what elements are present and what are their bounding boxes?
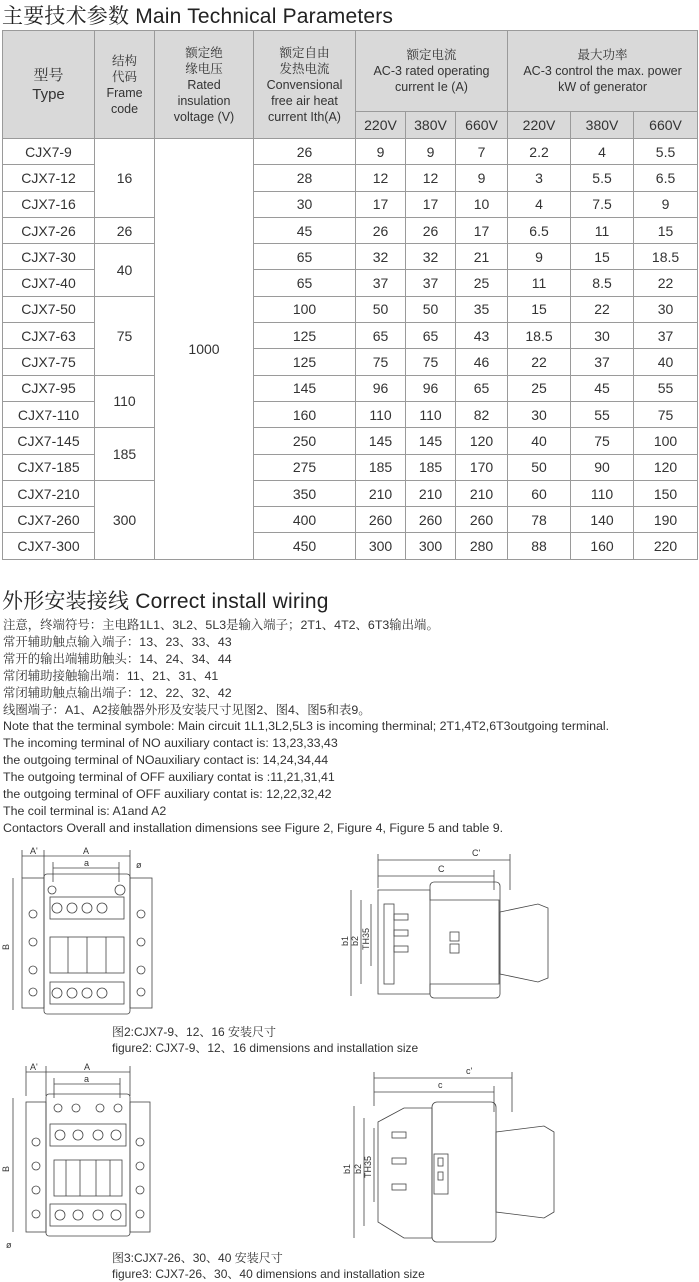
cell-type: CJX7-185 — [3, 454, 95, 480]
dim-A: A — [84, 1062, 91, 1072]
cell-power-380v: 5.5 — [571, 165, 634, 191]
cell-ie-660v: 35 — [456, 296, 508, 322]
header-power-660v: 660V — [634, 112, 698, 139]
figure2-caption-en: figure2: CJX7-9、12、16 dimensions and installation size — [112, 1041, 419, 1055]
cell-heat-current: 160 — [254, 401, 356, 427]
table-row — [3, 428, 698, 454]
cell-heat-current: 125 — [254, 323, 356, 349]
cell-power-220v: 78 — [508, 507, 571, 533]
header-max-power: 最大功率 AC-3 control the max. power kW of generator — [508, 31, 698, 112]
figure2-front-view — [0, 842, 165, 1024]
cell-ie-380v: 75 — [406, 349, 456, 375]
note-line: 常开辅助触点输入端子：13、23、33、43 — [3, 634, 232, 649]
dim-c: c — [438, 1080, 443, 1090]
cell-power-220v: 3 — [508, 165, 571, 191]
cell-power-660v: 9 — [634, 191, 698, 217]
cell-heat-current: 28 — [254, 165, 356, 191]
dim-b1: b1 — [342, 1163, 352, 1174]
note-line: 常闭辅助接触输出端：11、21、31、41 — [3, 668, 219, 683]
cell-ie-220v: 26 — [356, 217, 406, 243]
figure3-caption-cn: 图3:CJX7-26、30、40 安装尺寸 — [112, 1251, 283, 1265]
dim-B: B — [1, 943, 11, 950]
cell-ie-380v: 9 — [406, 139, 456, 165]
cell-ie-220v: 300 — [356, 533, 406, 559]
cell-ie-380v: 260 — [406, 507, 456, 533]
cell-ie-220v: 110 — [356, 401, 406, 427]
dim-a-prime: A' — [30, 846, 38, 856]
wiring-notes — [3, 617, 609, 837]
cell-ie-380v: 110 — [406, 401, 456, 427]
figure3-caption-en: figure3: CJX7-26、30、40 dimensions and installation size — [112, 1267, 425, 1281]
cell-power-220v: 40 — [508, 428, 571, 454]
cell-type: CJX7-95 — [3, 375, 95, 401]
cell-power-220v: 15 — [508, 296, 571, 322]
figure3-caption — [112, 1250, 425, 1282]
cell-power-220v: 60 — [508, 480, 571, 506]
cell-ie-380v: 65 — [406, 323, 456, 349]
dim-phi: ø — [136, 860, 142, 870]
cell-frame-code: 40 — [95, 244, 155, 297]
cell-ie-660v: 9 — [456, 165, 508, 191]
cell-ie-660v: 210 — [456, 480, 508, 506]
table-row — [3, 375, 698, 401]
cell-ie-220v: 75 — [356, 349, 406, 375]
cell-power-380v: 37 — [571, 349, 634, 375]
cell-ie-380v: 12 — [406, 165, 456, 191]
cell-power-220v: 50 — [508, 454, 571, 480]
cell-frame-code: 300 — [95, 480, 155, 559]
parameters-table — [2, 30, 698, 560]
cell-ie-380v: 210 — [406, 480, 456, 506]
cell-insulation-voltage: 1000 — [155, 139, 254, 560]
cell-type: CJX7-300 — [3, 533, 95, 559]
cell-type: CJX7-145 — [3, 428, 95, 454]
cell-power-220v: 11 — [508, 270, 571, 296]
section-title-wiring: 外形安装接线 Correct install wiring — [2, 590, 329, 613]
cell-ie-220v: 185 — [356, 454, 406, 480]
cell-power-380v: 140 — [571, 507, 634, 533]
cell-ie-220v: 96 — [356, 375, 406, 401]
cell-heat-current: 100 — [254, 296, 356, 322]
cell-heat-current: 65 — [254, 244, 356, 270]
dim-b2: b2 — [350, 935, 360, 946]
cell-power-660v: 120 — [634, 454, 698, 480]
cell-type: CJX7-210 — [3, 480, 95, 506]
cell-type: CJX7-63 — [3, 323, 95, 349]
cell-ie-380v: 37 — [406, 270, 456, 296]
cell-ie-660v: 260 — [456, 507, 508, 533]
dim-B: B — [1, 1165, 11, 1172]
header-insulation-voltage: 额定绝缘电压 Rated insulation voltage (V) — [155, 31, 254, 139]
cell-ie-220v: 50 — [356, 296, 406, 322]
cell-ie-380v: 17 — [406, 191, 456, 217]
cell-power-380v: 7.5 — [571, 191, 634, 217]
dim-C: C — [438, 864, 445, 874]
cell-frame-code: 75 — [95, 296, 155, 375]
cell-heat-current: 450 — [254, 533, 356, 559]
cell-heat-current: 45 — [254, 217, 356, 243]
cell-heat-current: 145 — [254, 375, 356, 401]
header-rated-current: 额定电流 AC-3 rated operating current Ie (A) — [356, 31, 508, 112]
cell-power-220v: 22 — [508, 349, 571, 375]
cell-type: CJX7-40 — [3, 270, 95, 296]
cell-power-660v: 190 — [634, 507, 698, 533]
cell-type: CJX7-260 — [3, 507, 95, 533]
header-power-220v: 220V — [508, 112, 571, 139]
cell-heat-current: 30 — [254, 191, 356, 217]
cell-power-220v: 30 — [508, 401, 571, 427]
cell-power-660v: 75 — [634, 401, 698, 427]
cell-power-380v: 110 — [571, 480, 634, 506]
cell-ie-220v: 260 — [356, 507, 406, 533]
note-line: the outgoing terminal of NOauxiliary contact is: 14,24,34,44 — [3, 753, 329, 768]
figure3-front-view — [0, 1062, 165, 1252]
dim-th35: TH35 — [361, 927, 371, 950]
cell-power-660v: 15 — [634, 217, 698, 243]
cell-power-220v: 4 — [508, 191, 571, 217]
cell-ie-660v: 65 — [456, 375, 508, 401]
note-line: 常闭辅助触点输出端子：12、22、32、42 — [3, 685, 232, 700]
cell-power-380v: 55 — [571, 401, 634, 427]
header-ie-220v: 220V — [356, 112, 406, 139]
header-type: 型号 Type — [3, 31, 95, 139]
cell-type: CJX7-110 — [3, 401, 95, 427]
note-line: Contactors Overall and installation dimensions see Figure 2, Figure 4, Figure 5 and table 9. — [3, 820, 504, 835]
cell-ie-220v: 210 — [356, 480, 406, 506]
cell-power-220v: 18.5 — [508, 323, 571, 349]
cell-heat-current: 400 — [254, 507, 356, 533]
cell-heat-current: 125 — [254, 349, 356, 375]
cell-ie-660v: 82 — [456, 401, 508, 427]
cell-ie-660v: 43 — [456, 323, 508, 349]
cell-frame-code: 16 — [95, 139, 155, 218]
figure2-caption-cn: 图2:CJX7-9、12、16 安装尺寸 — [112, 1025, 277, 1039]
header-heat-current: 额定自由发热电流 Convensional free air heat current Ith(A) — [254, 31, 356, 139]
cell-power-380v: 90 — [571, 454, 634, 480]
cell-ie-660v: 10 — [456, 191, 508, 217]
note-line: the outgoing terminal of OFF auxiliary contat is: 12,22,32,42 — [3, 787, 332, 802]
cell-type: CJX7-9 — [3, 139, 95, 165]
note-line: 常开的输出端辅助触头：14、24、34、44 — [3, 651, 232, 666]
cell-power-660v: 22 — [634, 270, 698, 296]
cell-power-220v: 88 — [508, 533, 571, 559]
dim-a: a — [84, 858, 90, 868]
cell-ie-660v: 280 — [456, 533, 508, 559]
cell-power-220v: 6.5 — [508, 217, 571, 243]
cell-power-660v: 37 — [634, 323, 698, 349]
cell-ie-220v: 12 — [356, 165, 406, 191]
cell-ie-220v: 65 — [356, 323, 406, 349]
cell-power-380v: 15 — [571, 244, 634, 270]
cell-type: CJX7-12 — [3, 165, 95, 191]
cell-power-380v: 8.5 — [571, 270, 634, 296]
cell-ie-660v: 17 — [456, 217, 508, 243]
cell-power-660v: 55 — [634, 375, 698, 401]
dim-A: A — [83, 846, 90, 856]
header-ie-380v: 380V — [406, 112, 456, 139]
table-row — [3, 244, 698, 270]
cell-ie-380v: 26 — [406, 217, 456, 243]
cell-power-660v: 40 — [634, 349, 698, 375]
dim-th35: TH35 — [363, 1155, 373, 1178]
cell-ie-660v: 7 — [456, 139, 508, 165]
note-line: The outgoing terminal of OFF auxiliary contat is :11,21,31,41 — [3, 770, 335, 785]
cell-power-380v: 11 — [571, 217, 634, 243]
cell-ie-220v: 9 — [356, 139, 406, 165]
cell-type: CJX7-75 — [3, 349, 95, 375]
note-line: The coil terminal is: A1and A2 — [3, 803, 167, 818]
cell-heat-current: 250 — [254, 428, 356, 454]
cell-power-660v: 18.5 — [634, 244, 698, 270]
cell-ie-220v: 37 — [356, 270, 406, 296]
cell-type: CJX7-16 — [3, 191, 95, 217]
cell-power-220v: 2.2 — [508, 139, 571, 165]
cell-ie-660v: 46 — [456, 349, 508, 375]
cell-ie-220v: 32 — [356, 244, 406, 270]
table-row — [3, 217, 698, 243]
cell-ie-220v: 17 — [356, 191, 406, 217]
cell-heat-current: 350 — [254, 480, 356, 506]
cell-ie-380v: 96 — [406, 375, 456, 401]
cell-type: CJX7-50 — [3, 296, 95, 322]
dim-b2: b2 — [353, 1163, 363, 1174]
dim-phi: ø — [6, 1240, 12, 1250]
cell-type: CJX7-26 — [3, 217, 95, 243]
note-line: 线圈端子：A1、A2接触器外形及安装尺寸见图2、图4、图5和表9。 — [3, 702, 371, 717]
cell-power-380v: 45 — [571, 375, 634, 401]
dim-c-prime: c' — [466, 1066, 473, 1076]
cell-heat-current: 26 — [254, 139, 356, 165]
cell-power-660v: 100 — [634, 428, 698, 454]
cell-ie-380v: 50 — [406, 296, 456, 322]
cell-ie-380v: 32 — [406, 244, 456, 270]
cell-power-380v: 22 — [571, 296, 634, 322]
cell-frame-code: 110 — [95, 375, 155, 428]
figure2-side-view — [334, 842, 569, 1024]
cell-ie-660v: 170 — [456, 454, 508, 480]
cell-power-220v: 9 — [508, 244, 571, 270]
cell-power-380v: 30 — [571, 323, 634, 349]
header-ie-660v: 660V — [456, 112, 508, 139]
cell-frame-code: 26 — [95, 217, 155, 243]
cell-heat-current: 275 — [254, 454, 356, 480]
cell-ie-380v: 145 — [406, 428, 456, 454]
dim-a-prime: A' — [30, 1062, 38, 1072]
cell-power-380v: 160 — [571, 533, 634, 559]
header-power-380v: 380V — [571, 112, 634, 139]
section-title-parameters: 主要技术参数 Main Technical Parameters — [2, 5, 394, 28]
note-line: 注意，终端符号：主电路1L1、3L2、5L3是输入端子；2T1、4T2、6T3输出端。 — [3, 618, 439, 632]
cell-ie-380v: 185 — [406, 454, 456, 480]
dim-C-prime: C' — [472, 848, 481, 858]
cell-type: CJX7-30 — [3, 244, 95, 270]
cell-frame-code: 185 — [95, 428, 155, 481]
figure2-caption — [112, 1024, 418, 1056]
cell-ie-660v: 21 — [456, 244, 508, 270]
dim-a: a — [84, 1074, 90, 1084]
cell-power-660v: 150 — [634, 480, 698, 506]
cell-power-660v: 30 — [634, 296, 698, 322]
cell-power-380v: 4 — [571, 139, 634, 165]
cell-power-660v: 220 — [634, 533, 698, 559]
cell-heat-current: 65 — [254, 270, 356, 296]
table-row — [3, 139, 698, 165]
header-frame-code: 结构代码 Frame code — [95, 31, 155, 139]
table-row — [3, 480, 698, 506]
figure3-side-view — [334, 1062, 574, 1252]
cell-ie-660v: 120 — [456, 428, 508, 454]
cell-ie-380v: 300 — [406, 533, 456, 559]
cell-power-220v: 25 — [508, 375, 571, 401]
cell-power-660v: 6.5 — [634, 165, 698, 191]
note-line: Note that the terminal symbole: Main circuit 1L1,3L2,5L3 is incoming therminal; 2T1,4T2,6T3outgoing terminal. — [3, 719, 610, 734]
cell-ie-220v: 145 — [356, 428, 406, 454]
table-row — [3, 296, 698, 322]
dim-b1: b1 — [340, 935, 350, 946]
cell-ie-660v: 25 — [456, 270, 508, 296]
note-line: The incoming terminal of NO auxiliary contact is: 13,23,33,43 — [3, 736, 338, 751]
cell-power-660v: 5.5 — [634, 139, 698, 165]
cell-power-380v: 75 — [571, 428, 634, 454]
